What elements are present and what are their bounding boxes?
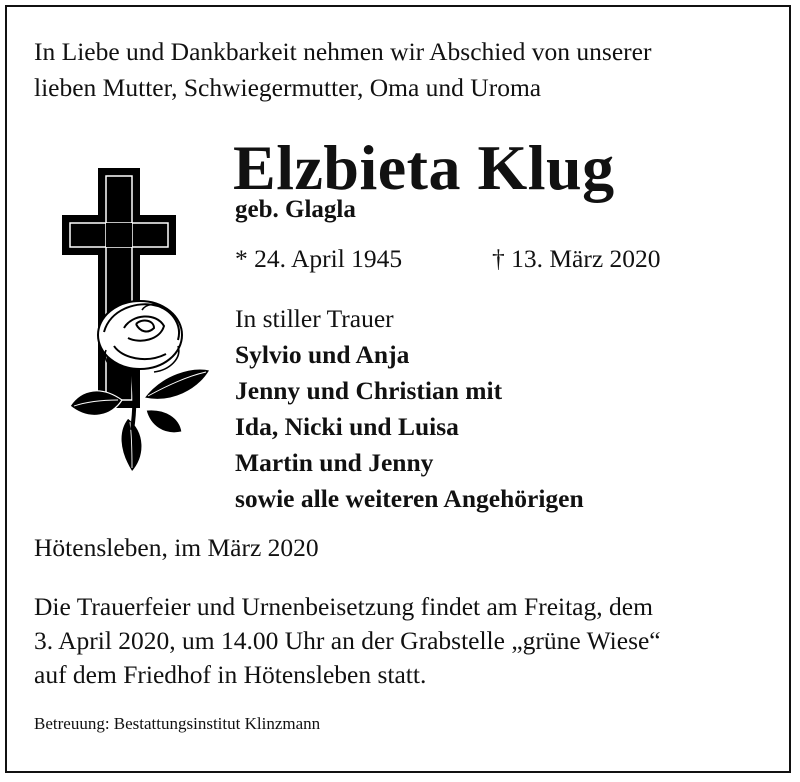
maiden-name: geb. Glagla xyxy=(235,196,356,223)
mourner-line-2: Jenny und Christian mit xyxy=(235,376,503,405)
intro-line-2: lieben Mutter, Schwiegermutter, Oma und Uroma xyxy=(34,73,542,102)
death-date: † 13. März 2020 xyxy=(492,244,661,273)
funeral-info-line-3: auf dem Friedhof in Hötensleben statt. xyxy=(34,660,427,689)
mourner-line-4: Martin und Jenny xyxy=(235,448,434,477)
deceased-name: Elzbieta Klug xyxy=(233,132,615,203)
place-and-date: Hötensleben, im März 2020 xyxy=(34,533,319,562)
funeral-info-line-1: Die Trauerfeier und Urnenbeisetzung findet am Freitag, dem xyxy=(34,592,653,621)
birth-date: * 24. April 1945 xyxy=(235,244,403,273)
cross-with-rose-icon xyxy=(62,160,212,485)
mourner-line-1: Sylvio und Anja xyxy=(235,340,410,369)
mourner-line-5: sowie alle weiteren Angehörigen xyxy=(235,484,584,513)
intro-line-1: In Liebe und Dankbarkeit nehmen wir Abschied von unserer xyxy=(34,37,652,66)
mourners-heading: In stiller Trauer xyxy=(235,304,394,333)
mourner-line-3: Ida, Nicki und Luisa xyxy=(235,412,459,441)
funeral-info-line-2: 3. April 2020, um 14.00 Uhr an der Grabstelle „grüne Wiese“ xyxy=(34,626,661,655)
care-note: Betreuung: Bestattungsinstitut Klinzmann xyxy=(34,714,321,733)
